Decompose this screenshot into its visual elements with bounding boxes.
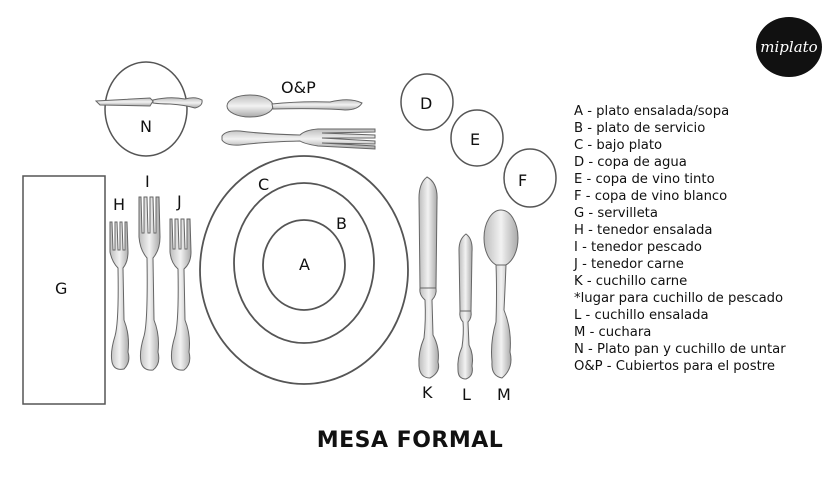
fish-fork xyxy=(139,197,160,370)
label-b: B xyxy=(336,214,347,233)
legend-item: B - plato de servicio xyxy=(574,121,706,136)
dessert-fork xyxy=(222,129,375,149)
legend-item: C - bajo plato xyxy=(574,138,663,153)
diagram-title: MESA FORMAL xyxy=(316,428,504,453)
dessert-spoon xyxy=(227,95,362,117)
bread-plate xyxy=(105,62,187,156)
legend-item: O&P - Cubiertos para el postre xyxy=(574,359,776,374)
legend-item: L - cuchillo ensalada xyxy=(574,308,709,323)
butter-knife xyxy=(96,98,202,108)
legend-item: A - plato ensalada/sopa xyxy=(574,104,730,119)
brand-logo: miplato xyxy=(756,17,822,77)
label-k: K xyxy=(422,383,433,402)
label-e: E xyxy=(470,130,481,149)
legend-item: H - tenedor ensalada xyxy=(574,223,713,238)
legend-item: D - copa de agua xyxy=(574,155,687,170)
legend-item: G - servilleta xyxy=(574,206,658,221)
legend-item: F - copa de vino blanco xyxy=(574,189,728,204)
legend-item: J - tenedor carne xyxy=(574,257,684,272)
legend-item: *lugar para cuchillo de pescado xyxy=(574,291,784,306)
legend-item: K - cuchillo carne xyxy=(574,274,688,289)
legend-item: M - cuchara xyxy=(574,325,652,340)
label-g: G xyxy=(55,279,68,298)
label-m: M xyxy=(497,385,511,404)
legend-item: N - Plato pan y cuchillo de untar xyxy=(574,342,786,357)
label-c: C xyxy=(258,175,270,194)
legend-item: I - tenedor pescado xyxy=(574,240,702,255)
label-n: N xyxy=(140,117,152,136)
label-a: A xyxy=(299,255,310,274)
legend xyxy=(574,103,786,375)
label-op: O&P xyxy=(281,78,316,97)
soup-spoon xyxy=(484,210,518,378)
label-h: H xyxy=(113,195,126,214)
salad-knife xyxy=(458,234,473,379)
white-wine-glass xyxy=(504,149,556,207)
label-l: L xyxy=(462,385,471,404)
dinner-fork xyxy=(170,219,191,370)
label-f: F xyxy=(518,171,528,190)
dinner-knife xyxy=(419,177,439,378)
salad-fork xyxy=(110,222,129,369)
label-i: I xyxy=(145,172,150,191)
label-d: D xyxy=(420,94,433,113)
legend-item: E - copa de vino tinto xyxy=(574,172,715,187)
label-j: J xyxy=(177,192,182,211)
